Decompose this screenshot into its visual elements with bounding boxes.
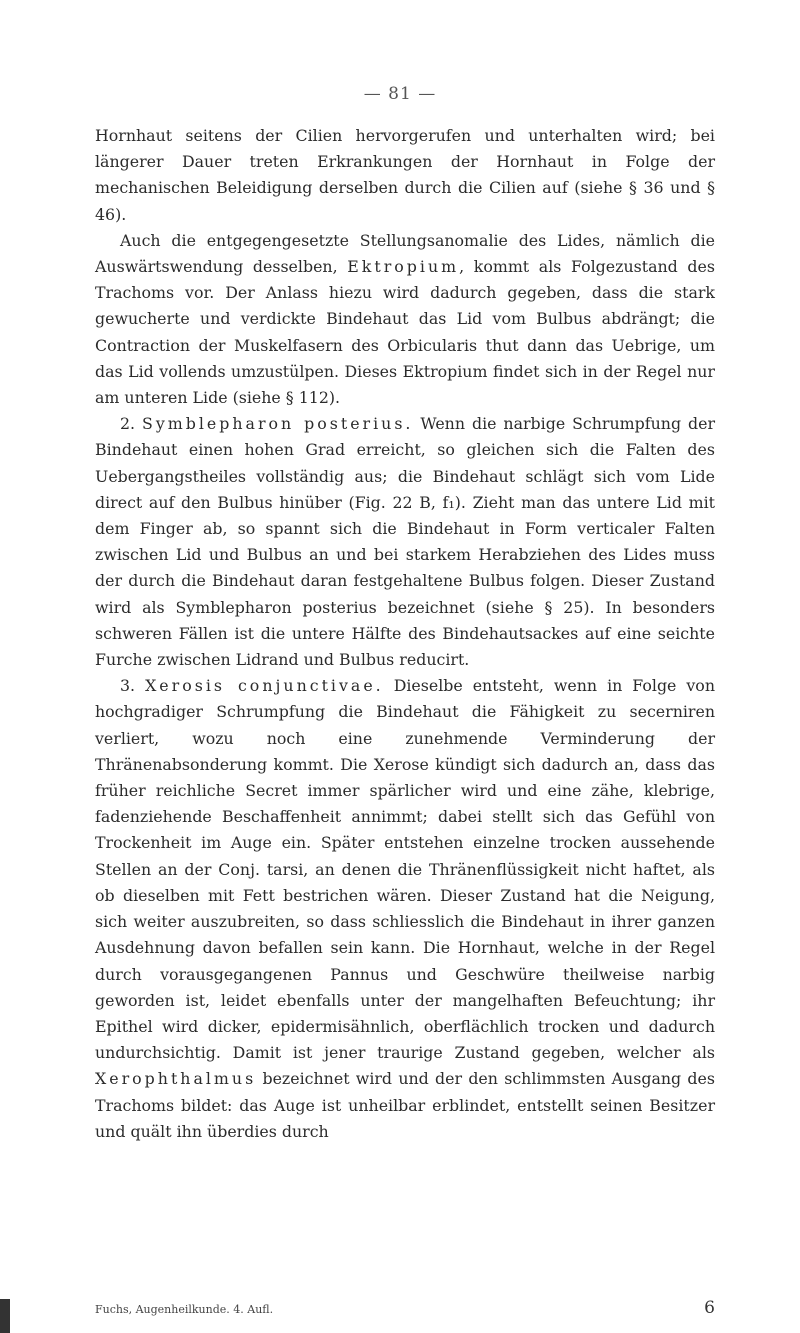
paragraph-text: Wenn die narbige Schrumpfung der Bindehaut einen hohen Grad erreicht, so gleichen sich die Falten des Uebergangstheiles vollständig aus; die Bindehaut schlägt sich vom Lide direct auf den Bulbus hinüber (Fig. 22 B, f₁). Zieht man das untere Lid mit dem Finger ab, so spannt sich die Bindehaut in Form verticaler Falten zwischen Lid und Bulbus an und bei starkem Herabziehen des Lides muss der durch die Bindehaut daran festgehaltene Bulbus folgen. Dieser Zustand wird als Symblepharon posterius bezeichnet (siehe § 25). In besonders schweren Fällen ist die untere Hälfte des Bindehautsackes auf eine seichte Furche zwischen Lidrand und Bulbus reducirt.: [95, 414, 715, 670]
section-number: 2.: [120, 414, 136, 434]
paragraph-text: Auch die entgegengesetzte Stellungsanomalie des Lides, nämlich die Auswärtswendung desselben,: [95, 230, 715, 277]
term-xerophthalmus: Xerophthalmus: [95, 1069, 257, 1089]
paragraph-1: Hornhaut seitens der Cilien hervorgerufen und unterhalten wird; bei längerer Dauer treten Erkrankungen der Hornhaut in Folge der mechanischen Beleidigung derselben durch die Cilien auf (siehe § 36 und § 46).: [95, 126, 715, 224]
paragraph-text: bezeichnet wird und der den schlimmsten Ausgang des Trachoms bildet: das Auge ist unheilbar erblindet, entstellt seinen Besitzer und quält ihn überdies durch: [95, 1069, 715, 1141]
paragraph-symblepharon: [95, 411, 715, 673]
paragraph-text: , kommt als Folgezustand des Trachoms vor. Der Anlass hiezu wird dadurch gegeben, dass die stark gewucherte und verdickte Bindehaut das Lid vom Bulbus abdrängt; die Contraction der Muskelfasern des Orbicularis thut dann das Uebrige, um das Lid vollends umzustülpen. Dieses Ektropium findet sich in der Regel nur am unteren Lide (siehe § 112).: [95, 257, 715, 408]
term-xerosis: Xerosis conjunctivae.: [145, 676, 384, 696]
sheet-number: 6: [704, 1298, 715, 1318]
footer: [95, 1298, 715, 1318]
scan-edge-mark: [0, 1299, 10, 1333]
section-number: 3.: [120, 676, 136, 696]
body-text: [95, 123, 715, 1145]
page-number: — 81 —: [363, 84, 437, 104]
term-ektropium: Ektropium: [347, 257, 460, 277]
term-symblepharon: Symblepharon posterius.: [142, 414, 414, 434]
paragraph-ektropium: [95, 228, 715, 411]
paragraph-xerosis: [95, 673, 715, 1145]
paragraph-text: Dieselbe entsteht, wenn in Folge von hochgradiger Schrumpfung die Bindehaut die Fähigkeit zu secerniren verliert, wozu noch eine zunehmende Verminderung der Thränenabsonderung kommt. Die Xerose kündigt sich dadurch an, dass das früher reichliche Secret immer spärlicher wird und eine zähe, klebrige, fadenziehende Beschaffenheit annimmt; dabei stellt sich das Gefühl von Trockenheit im Auge ein. Später entstehen einzelne trocken aussehende Stellen an der Conj. tarsi, an denen die Thränenflüssigkeit nicht haftet, als ob dieselben mit Fett bestrichen wären. Dieser Zustand hat die Neigung, sich weiter auszubreiten, so dass schliesslich die Bindehaut in ihrer ganzen Ausdehnung davon befallen sein kann. Die Hornhaut, welche in der Regel durch vorausgegangenen Pannus und Geschwüre theilweise narbig geworden ist, leidet ebenfalls unter der mangelhaften Befeuchtung; ihr Epithel wird dicker, epidermisähnlich, oberflächlich trocken und dadurch undurchsichtig. Damit ist jener traurige Zustand gegeben, welcher als: [95, 676, 715, 1063]
book-signature: Fuchs, Augenheilkunde. 4. Aufl.: [95, 1303, 274, 1316]
